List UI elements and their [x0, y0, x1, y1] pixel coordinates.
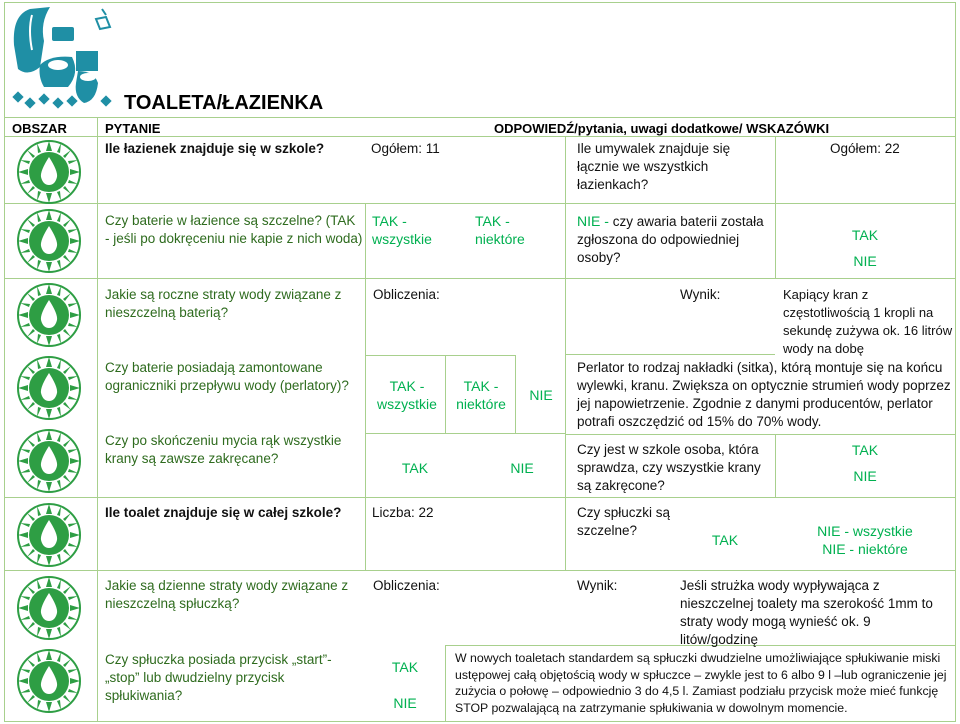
grid-line	[565, 434, 956, 435]
option-no[interactable]: NIE -	[577, 213, 613, 229]
water-drop-badge-icon	[16, 282, 82, 348]
question-perlators: Czy baterie posiadają zamontowane ograniczniki przepływu wody (perlatory)?	[105, 360, 349, 393]
option-yes-some[interactable]: TAK - niektóre	[475, 213, 525, 247]
water-drop-badge-icon	[16, 428, 82, 494]
option-no[interactable]: NIE	[529, 387, 553, 403]
question-flush-button: Czy spłuczka posiada przycisk „start”- „stop” lub dwudzielny przycisk spłukiwania?	[105, 652, 332, 703]
option-yes-some[interactable]: TAK - niektóre	[456, 378, 506, 412]
grid-line	[4, 497, 956, 498]
bathroom-logo	[10, 5, 118, 110]
grid-line	[775, 136, 776, 203]
grid-line	[365, 355, 515, 356]
answer-bathrooms: Ogółem: 11	[371, 141, 440, 156]
question-flush-sealed: Czy spłuczki są szczelne?	[577, 505, 671, 538]
grid-line	[4, 570, 956, 571]
water-drop-badge-icon	[16, 208, 82, 274]
option-yes-all[interactable]: TAK - wszystkie	[372, 213, 432, 247]
header-question: PYTANIE	[105, 121, 161, 136]
flush-info: W nowych toaletach standardem są spłuczki dwudzielne umożliwiające spłukiwanie miski ustępowej całą objętością wody w spłuczce – zwykle jest to 6 albo 9 l –lub ograniczenie jej zużycia o połowę – odpowiednio 3 do 4,5 l. Zamiast podziału przycisk może mieć funkcję STOP pozwalającą na zatrzymanie spłukiwania w dowolnym momencie.	[455, 651, 947, 715]
grid-line	[445, 645, 446, 722]
result-text: Kapiący kran z częstotliwością 1 kropli na sekundę zużywa ok. 16 litrów wody na dobę	[783, 287, 953, 356]
water-drop-badge-icon	[16, 139, 82, 205]
grid-line	[4, 203, 956, 204]
option-no-all[interactable]: NIE - wszystkie	[817, 523, 913, 539]
page-title: TOALETA/ŁAZIENKA	[124, 92, 324, 114]
calc-label: Obliczenia:	[373, 287, 440, 302]
option-nie[interactable]: NIE	[510, 460, 534, 476]
grid-line	[515, 355, 516, 433]
grid-line	[445, 355, 446, 433]
grid-line	[565, 136, 566, 570]
water-drop-badge-icon	[16, 648, 82, 714]
option-no-some[interactable]: NIE - niektóre	[822, 541, 908, 557]
option-nie[interactable]: NIE	[393, 695, 417, 711]
answer-toilets: Liczba: 22	[372, 505, 434, 520]
question-taps-sealed: Czy baterie w łazience są szczelne? (TAK - jeśli po dokręceniu nie kapie z nich woda)	[105, 213, 363, 246]
question-tap-checker: Czy jest w szkole osoba, która sprawdza, czy wszystkie krany są zakręcone?	[577, 442, 761, 493]
option-yes-all[interactable]: TAK - wszystkie	[377, 378, 437, 412]
grid-line	[4, 117, 956, 118]
header-area: OBSZAR	[12, 121, 67, 136]
option-tak[interactable]: TAK	[711, 532, 739, 548]
result-text: Jeśli strużka wody wypływająca z nieszczelnej toalety ma szerokość 1mm to straty wody mogą wynieść ok. 9 litów/godzinę	[680, 578, 933, 647]
grid-line	[97, 117, 98, 722]
option-nie[interactable]: NIE	[853, 468, 877, 484]
question-failure-reported: czy awaria baterii została zgłoszona do odpowiedniej osoby?	[577, 214, 764, 265]
question-bathrooms: Ile łazienek znajduje się w szkole?	[105, 141, 325, 156]
calc-label: Obliczenia:	[373, 578, 440, 593]
water-drop-badge-icon	[16, 502, 82, 568]
question-sinks: Ile umywalek znajduje się łącznie we wszystkich łazienkach?	[577, 141, 731, 192]
option-tak[interactable]: TAK	[851, 442, 879, 458]
option-tak[interactable]: TAK	[391, 659, 419, 675]
grid-line	[4, 278, 956, 279]
grid-line	[775, 434, 776, 497]
option-nie[interactable]: NIE	[853, 253, 877, 269]
option-tak[interactable]: TAK	[401, 460, 429, 476]
grid-line	[565, 354, 775, 355]
question-taps-closed: Czy po skończeniu mycia rąk wszystkie krany są zawsze zakręcane?	[105, 433, 342, 466]
question-yearly-loss: Jakie są roczne straty wody związane z nieszczelną baterią?	[105, 287, 342, 320]
question-toilets: Ile toalet znajduje się w całej szkole?	[105, 505, 342, 520]
result-label: Wynik:	[680, 287, 721, 302]
question-daily-loss: Jakie są dzienne straty wody związane z nieszczelną spłuczką?	[105, 578, 349, 611]
grid-line	[4, 136, 956, 137]
result-label: Wynik:	[577, 578, 618, 593]
grid-line	[775, 203, 776, 278]
header-answer: ODPOWIEDŹ/pytania, uwagi dodatkowe/ WSKAZÓWKI	[494, 121, 830, 136]
grid-line	[365, 433, 565, 434]
answer-sinks: Ogółem: 22	[830, 141, 900, 156]
perlator-info: Perlator to rodzaj nakładki (sitka), którą montuje się na końcu wylewki, kranu. Zwiększa on optycznie strumień wody poprzez jej napowietrzenie. Zgodnie z danymi producentów, perlator potrafi oszczędzić od 15% do 70% wody.	[577, 360, 951, 429]
water-drop-badge-icon	[16, 575, 82, 641]
option-tak[interactable]: TAK	[851, 227, 879, 243]
water-drop-badge-icon	[16, 355, 82, 421]
